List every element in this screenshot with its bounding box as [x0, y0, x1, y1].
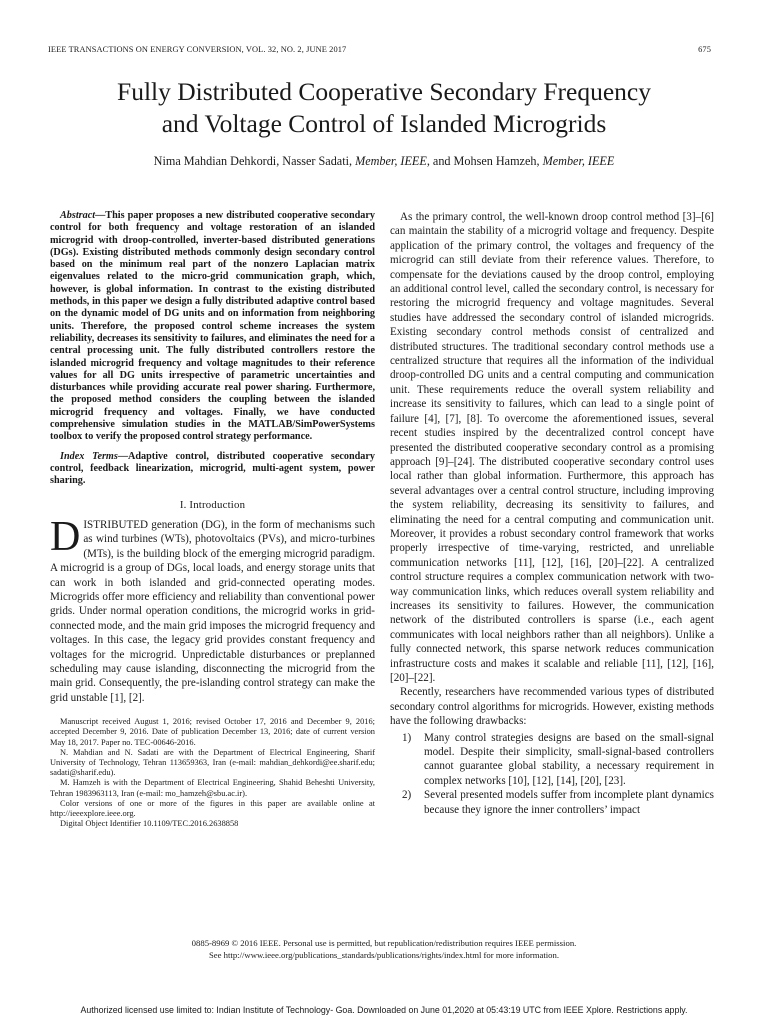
body-paragraph: Recently, researchers have recommended various types of distributed secondary control algorithms for microgrids. However, existing methods have the following drawbacks: [390, 686, 714, 728]
author-line [40, 154, 728, 169]
running-header: IEEE TRANSACTIONS ON ENERGY CONVERSION, VOL. 32, NO. 2, JUNE 2017 [48, 45, 347, 54]
list-item [390, 788, 714, 817]
title-line-1: Fully Distributed Cooperative Secondary Frequency [117, 77, 651, 106]
footnote-doi: Digital Object Identifier 10.1109/TEC.2016.2638858 [60, 819, 239, 829]
section-heading-introduction: I. Introduction [179, 498, 246, 511]
footnote-affiliation-1: N. Mahdian and N. Sadati are with the Department of Electrical Engineering, Sharif University of Technology, Tehran 113659363, Iran (e-mail: mahdian_dehkordi@ee.sharif.edu; sadati@sharif.edu). [50, 747, 375, 778]
right-column [390, 210, 714, 817]
author-role-2: Member, IEEE [542, 154, 615, 168]
copyright-notice [40, 938, 728, 961]
copyright-line-2: See http://www.ieee.org/publications_standards/publications/rights/index.html for more information. [208, 949, 560, 960]
index-terms-text: —Adaptive control, distributed cooperative secondary control, feedback linearization, microgrid, multi-agent system, power sharing. [50, 450, 375, 487]
list-item-text: Many control strategies designs are based on the small-signal model. Despite their simplicity, small-signal-based controllers cannot guarantee global stability, a necessary requirement in complex networks [10], [12], [14], [20], [23]. [424, 731, 714, 787]
intro-paragraph [50, 513, 375, 705]
index-terms [50, 451, 375, 488]
list-item [390, 731, 714, 789]
license-banner: Authorized licensed use limited to: Indian Institute of Technology- Goa. Downloaded on June 01,2020 at 05:43:19 UTC from IEEE Xplore. Restrictions apply. [80, 1005, 688, 1015]
list-item-number: 1) [402, 731, 412, 744]
footnote-manuscript: Manuscript received August 1, 2016; revised October 17, 2016 and December 9, 2016; accepted December 9, 2016. Date of publication December 13, 2016; date of current version May 18, 2017. Paper no. TEC-00646-2016. [50, 717, 375, 747]
drop-cap: D [50, 513, 81, 560]
list-item-number: 2) [402, 789, 412, 802]
abstract [50, 210, 375, 444]
author-role-1: Member, IEEE [355, 154, 427, 168]
author-names-1: Nima Mahdian Dehkordi, Nasser Sadati, [153, 154, 356, 168]
left-column [50, 210, 375, 829]
footnote-color-figures: Color versions of one or more of the figures in this paper are available online at http://ieeexplore.ieee.org. [50, 798, 375, 819]
copyright-line-1: 0885-8969 © 2016 IEEE. Personal use is permitted, but republication/redistribution requires IEEE permission. [191, 938, 577, 948]
body-paragraph: As the primary control, the well-known droop control method [3]–[6] can maintain the stability of a microgrid voltage and frequency. Despite application of the primary control, the voltages and frequency of the microgrid can still deviate from their reference values. Therefore, to compensate for the deviations caused by the droop control, employing an additional control level, called the secondary control, is necessary for restoring the microgrid frequency and voltage magnitudes. Several studies have addressed the secondary control of islanded microgrids. Existing secondary control methods consist of centralized and distributed structures. The traditional secondary control methods use a centralized structure that requires all the information of the individual droop-controlled DG units and a central computing and communication unit. These requirements reduce the overall system reliability and increase its sensitivity to failures, which can lead to a single point of failure [4], [7], [8]. To overcome the aforementioned issues, several recent studies inspired by the decentralized control concept have presented the distributed cooperative secondary control as a promising approach [9]–[24]. The distributed cooperative secondary control uses local rather than global information. Furthermore, this approach has several advantages over a central control structure, including improving the system reliability, decreasing its sensitivity to failures, and eliminating the need for a central computing and communication unit. Moreover, it provides a robust secondary control framework that works properly irrespective of time-varying, restricted, and unreliable communication networks [11], [12], [16], [20]–[22]. A centralized control structure requires a complex communication network with two-way communication links, which reduces overall system reliability and increases its sensitivity to failures. However, the communication network of the distributed controllers is sparse (i.e., each agent communicates with local neighbors rather than all neighbors). Unlike a fully connected network, this sparse network reduces communication infrastructure costs and makes it scalable and reliable [11], [12], [16], [20]–[22]. [390, 211, 714, 684]
footnotes [50, 717, 375, 829]
index-terms-label: Index Terms [60, 450, 118, 462]
drawbacks-list [390, 731, 714, 817]
intro-paragraph-text: ISTRIBUTED generation (DG), in the form of mechanisms such as wind turbines (WTs), photovoltaics (PVs), and micro-turbines (MTs), is the building block of the emerging microgrid paradigm. A microgrid is a group of DGs, local loads, and energy storage units that can work in both islanded and grid-connected operating modes. Microgrids offer more efficiency and reliability than conventional power grids. Under normal operation conditions, the microgrid works in grid-connected mode, and the main grid imposes the microgrid frequency and voltages. In this case, the legacy grid provides constant frequency and voltages for the microgrid. Unpredictable disturbances or preplanned scheduling may cause islanding, disconnecting the microgrid from the main grid. Consequently, the pre-islanding control strategy can make the grid unstable [1], [2]. [50, 518, 375, 704]
footnote-affiliation-2: M. Hamzeh is with the Department of Electrical Engineering, Shahid Beheshti University, Tehran 1983963113, Iran (e-mail: mo_hamzeh@sbu.ac.ir). [50, 778, 375, 798]
author-names-2: , and Mohsen Hamzeh, [426, 154, 543, 168]
title-line-2: and Voltage Control of Islanded Microgrids [161, 109, 607, 138]
abstract-text: —This paper proposes a new distributed cooperative secondary control for both frequency and voltage restoration of an islanded microgrid with droop-controlled, inverter-based distributed generations (DGs). Existing distributed methods commonly design secondary control based on the minimum real part of the nonzero Laplacian matrix eigenvalues related to the micro-grid communication graph, which, however, is global information. In contrast to the existing distributed methods, in this paper we design a fully distributed adaptive control based on the dynamic model of DG units and on information from neighboring units. Therefore, the proposed control scheme increases the system reliability, decreases its sensitivity to failures, and eliminates the need for a central processing unit. The fully distributed controllers restore the islanded microgrid frequency and voltage magnitudes to their reference values for all DG units irrespective of parametric uncertainties and disturbances while providing accurate real power sharing. Furthermore, the proposed method considers the coupling between the islanded microgrid frequency and voltages. Finally, we have conducted comprehensive simulation studies in the MATLAB/SimPowerSystems toolbox to verify the proposed control strategy performance. [50, 210, 375, 443]
list-item-text: Several presented models suffer from incomplete plant dynamics because they ignore the inner controllers’ impact [424, 789, 714, 816]
paper-title [40, 76, 728, 140]
abstract-label: Abstract [60, 210, 96, 221]
page-number: 675 [698, 45, 711, 54]
